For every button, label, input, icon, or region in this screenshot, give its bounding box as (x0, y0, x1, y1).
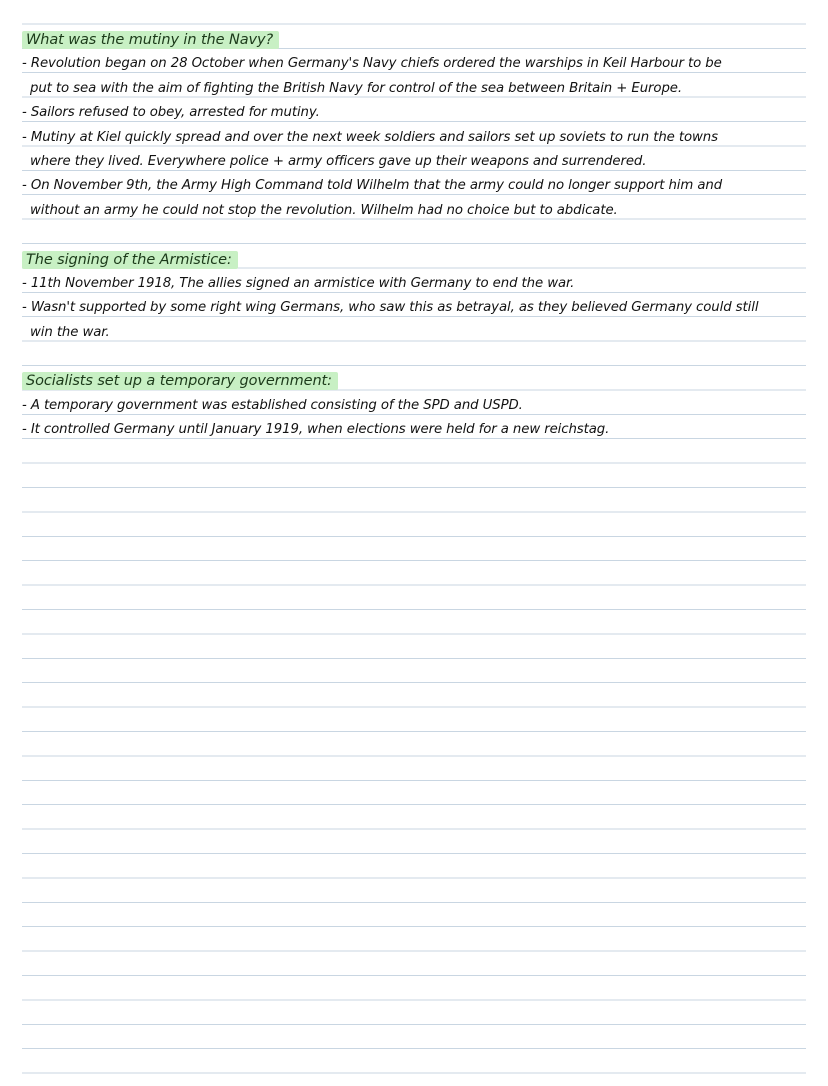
note-line: without an army he could not stop the revolution. Wilhelm had no choice but to abdicate. (30, 202, 618, 218)
note-line: win the war. (30, 324, 110, 340)
note-line: - It controlled Germany until January 1919, when elections were held for a new reichstag. (22, 422, 610, 438)
heading-highlight: What was the mutiny in the Navy? (22, 31, 279, 49)
page-margin-left (0, 0, 22, 1086)
note-line: - A temporary government was established consisting of the SPD and USPD. (22, 397, 523, 413)
note-line: - 11th November 1918, The allies signed an armistice with Germany to end the war. (22, 275, 575, 291)
note-line: where they lived. Everywhere police + army officers gave up their weapons and surrendered. (30, 153, 647, 169)
heading-highlight: The signing of the Armistice: (22, 251, 238, 269)
notes-content (22, 28, 806, 443)
note-line: - Mutiny at Kiel quickly spread and over the next week soldiers and sailors set up soviets to run the towns (22, 129, 718, 145)
heading-highlight: Socialists set up a temporary government: (22, 372, 338, 390)
note-line: - Sailors refused to obey, arrested for mutiny. (22, 105, 320, 121)
note-line: - On November 9th, the Army High Command told Wilhelm that the army could no longer support him and (22, 178, 723, 194)
blank-line (22, 223, 806, 247)
note-line: put to sea with the aim of fighting the British Navy for control of the sea between Britain + Europe. (30, 80, 683, 96)
section-heading-socialists (22, 369, 806, 393)
section-heading-mutiny (22, 28, 806, 52)
section-heading-armistice (22, 248, 806, 272)
note-line: - Revolution began on 28 October when Germany's Navy chiefs ordered the warships in Keil Harbour to be (22, 56, 722, 72)
page-margin-right (806, 0, 828, 1086)
note-line: - Wasn't supported by some right wing Germans, who saw this as betrayal, as they believed Germany could still (22, 300, 759, 316)
blank-line (22, 345, 806, 369)
